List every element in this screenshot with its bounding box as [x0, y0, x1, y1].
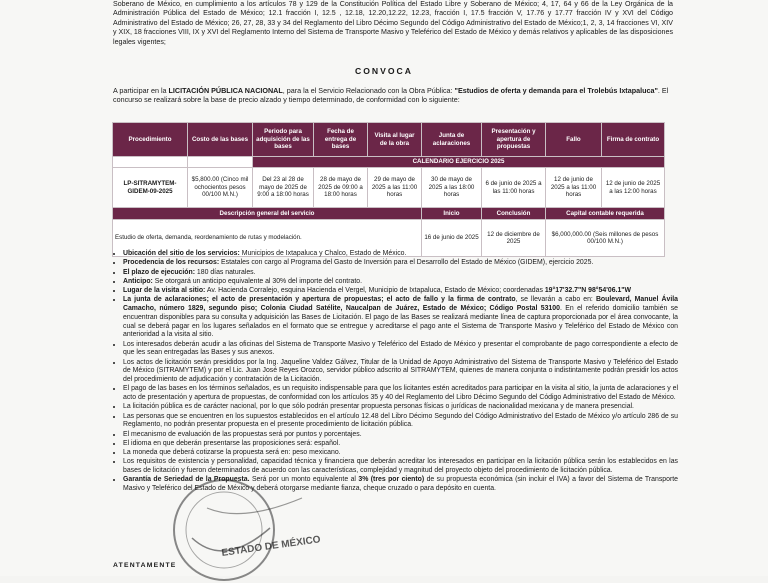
- item-text: El pago de las bases en los términos señalados, es un requisito indispensable para que los licitantes estén acreditados para participar en la visita al sitio, la junta de aclaraciones y el acto de presentación y apertura de propuestas, de conformidad con los artículos 35 y 40 del Reglamento del Libro Décimo Segundo del Código Administrativo del Estado de México.: [123, 385, 678, 401]
- closing-atentamente: ATENTAMENTE: [113, 562, 177, 569]
- table-cell: 6 de junio de 2025 a las 11:00 horas: [482, 168, 546, 208]
- table-cell: 16 de junio de 2025: [422, 220, 482, 257]
- item-text: El idioma en que deberán presentarse las proposiciones será: español.: [123, 439, 341, 447]
- conditions-list: [113, 250, 678, 494]
- header-cell: Firma de contrato: [602, 123, 665, 157]
- header-cell: Capital contable requerida: [546, 208, 665, 220]
- header-cell: Fecha de entrega de bases: [314, 123, 368, 157]
- table-cell: Del 23 al 28 de mayo de 2025 de 9:00 a 18:00 horas: [253, 168, 314, 208]
- para-bold-project: "Estudios de oferta y demanda para el Trolebús Ixtapaluca": [454, 86, 658, 95]
- item-text: Av. Hacienda Corralejo, esquina Hacienda el Vergel, Municipio de Ixtapaluca, Estado de México; coordenadas: [205, 287, 545, 295]
- header-cell: Conclusión: [482, 208, 546, 220]
- item-bold: 19°17'32.7"N 98°54'06.1"W: [544, 287, 632, 295]
- list-item: [123, 385, 678, 402]
- calendar-label: CALENDARIO EJERCICIO 2025: [253, 157, 665, 168]
- list-item: [123, 341, 678, 358]
- table-row: [113, 168, 665, 208]
- header-cell: Visita al lugar de la obra: [368, 123, 422, 157]
- item-bold: Anticipo:: [123, 277, 153, 285]
- item-text: Se otorgará un anticipo equivalente al 30% del importe del contrato.: [152, 277, 363, 285]
- table-cell: 28 de mayo de 2025 de 09:00 a 18:00 horas: [314, 168, 368, 208]
- para-text-2: , para la el Servicio Relacionado con la Obra Pública:: [282, 86, 455, 95]
- table-cell: $6,000,000.00 (Seis millones de pesos 00/100 M.N.): [546, 220, 665, 257]
- item-text: Los interesados deberán acudir a las oficinas del Sistema de Transporte Masivo y Teleférico del Estado de México y presentar el comprobante de pago correspondiente a efecto de que les sean entregadas las Bases y sus anexos.: [123, 340, 678, 357]
- item-bold: Lugar de la visita al sitio:: [123, 287, 206, 295]
- item-text: de su propuesta económica (sin incluir el IVA) a favor del Sistema de Transporte Masivo y Teleférico del Estado de México y deberá otorgarse mediante fianza, cheque cruzado o para depósito en cuenta.: [123, 476, 678, 493]
- table-cell: 12 de junio de 2025 a las 11:00 horas: [546, 168, 602, 208]
- item-text: , se llevarán a cabo en:: [515, 296, 596, 304]
- seal-text: ESTADO DE MÉXICO: [220, 534, 322, 559]
- item-bold: Ubicación del sitio de los servicios:: [123, 250, 240, 257]
- table-header-row: [113, 123, 665, 157]
- header-cell: Costo de las bases: [188, 123, 253, 157]
- list-item: [123, 458, 678, 475]
- item-text: Los requisitos de existencia y personalidad, capacidad técnica y financiera que deberán acreditar los interesados en participar en la licitación pública serán los establecidos en las bases de licitación y fueron determinados de acuerdo con las características, complejidad y magnitud del proyecto objeto del procedimiento de licitación pública.: [123, 458, 678, 475]
- list-item: [123, 250, 678, 259]
- list-item: [123, 259, 678, 268]
- list-item: [123, 359, 678, 385]
- list-item: [123, 476, 678, 493]
- table-cell: 29 de mayo de 2025 a las 11:00 horas: [368, 168, 422, 208]
- table-cell: $5,800.00 (Cinco mil ochocientos pesos 00/100 M.N.): [188, 168, 253, 208]
- item-text: La moneda que deberá cotizarse la propuesta será en: peso mexicano.: [123, 449, 341, 457]
- item-text: . En el referido domicilio también se encuentran disponibles para su consulta y adquisición las Bases de Licitación. El pago de las Bases se realizará mediante línea de captura proporcionada por el área convocante, la cual se deberá pagar en los lugares señalados en el formato que se entregue y acreditarse el pago ante el Sistema de Transporte Masivo y Teleférico del Estado de México con anterioridad a la visita al sitio.: [123, 305, 679, 339]
- list-item: [123, 431, 678, 440]
- list-item: [123, 278, 678, 287]
- header-cell: Inicio: [422, 208, 482, 220]
- item-text: 180 días naturales.: [195, 268, 256, 276]
- item-text: Los actos de licitación serán presididos por la Ing. Jaqueline Valdez Gálvez, Titular de la Unidad de Apoyo Administrativo del Sistema de Transporte Masivo y Teleférico del Estado de México (SITRAMYTEM) y por el Lic. Juan José Reyes Orozco, servidor público adscrito al SITRAMYTEM, quienes de manera conjunta o indistintamente podrán presidir los actos del procedimiento de adjudicación y contratación de la Licitación.: [123, 358, 678, 383]
- list-item: [123, 403, 678, 412]
- header-cell: Descripción general del servicio: [113, 208, 422, 220]
- convoca-heading: CONVOCA: [355, 66, 413, 76]
- item-bold: Boulevard, Manuel Ávila Camacho, número 1829, segundo piso; Colonia Ciudad Satélite, Naucalpan de Juárez, Estado de México; Código Postal 53100: [123, 296, 678, 313]
- table-cell: Estudio de oferta, demanda, reordenamiento de rutas y modelación.: [113, 220, 422, 257]
- para-bold-licitacion: LICITACIÓN PÚBLICA NACIONAL: [168, 86, 283, 95]
- item-text: Estatales con cargo al Programa del Gasto de Inversión para el Desarrollo del Estado de México (GIDEM), ejercicio 2025.: [219, 259, 594, 267]
- list-item: [123, 287, 678, 296]
- list-item: [123, 449, 678, 458]
- table-cell: 30 de mayo de 2025 a las 18:00 horas: [422, 168, 482, 208]
- item-text: Será por un monto equivalente al: [249, 476, 359, 484]
- calendar-row: [113, 157, 665, 168]
- list-item: [123, 413, 678, 430]
- table-cell: 12 de junio de 2025 a las 12:00 horas: [602, 168, 665, 208]
- item-text: Las personas que se encuentren en los supuestos establecidos en el artículo 12.48 del Libro Décimo Segundo del Código Administrativo del Estado de México y/o artículo 286 de su Reglamento, no podrán presentar propuesta en el presente procedimiento de licitación pública.: [123, 412, 678, 429]
- header-cell: Periodo para adquisición de las bases: [253, 123, 314, 157]
- para-text-1: A participar en la: [113, 86, 169, 95]
- list-item: [123, 296, 678, 340]
- header-cell: Procedimiento: [113, 123, 188, 157]
- header-cell: Junta de aclaraciones: [422, 123, 482, 157]
- item-bold: Procedencia de los recursos:: [123, 259, 220, 267]
- header-cell: Fallo: [546, 123, 602, 157]
- item-text: El mecanismo de evaluación de las propuestas será por puntos y porcentajes.: [123, 430, 362, 438]
- legal-preamble: Soberano de México, en cumplimiento a los artículos 78 y 129 de la Constitución Política del Estado Libre y Soberano de México; 4, 17, 64 y 66 de la Ley Orgánica de la Administración Pública del Estado de México; 12.1 fracción I, 12.5 , 12.18, 12.20,12.22, 12.23, fracción I, 17.5 fracción V, 17.76 y 17.77 fracción IV y XVI del Código Administrativo del Estado de México; 26, 27, 28, 33 y 34 del Reglamento del Libro Décimo Segundo del Código Administrativo del Estado de México;1, 2, 3, 14 fracciones VI, XIV y XIX, 18 fracciones VIII, IX y XVI del Reglamento Interno del Sistema de Transporte Masivo y Teleférico del Estado de México y demás relativos y aplicables de las disposiciones legales vigentes;: [113, 0, 673, 46]
- tender-table: [112, 122, 665, 257]
- table-cell: 12 de diciembre de 2025: [482, 220, 546, 257]
- header-cell: Presentación y apertura de propuestas: [482, 123, 546, 157]
- item-bold: El plazo de ejecución:: [123, 268, 195, 276]
- item-bold: La junta de aclaraciones; el acto de presentación y apertura de propuestas; el acto de fallo y la firma de contrato: [123, 296, 516, 304]
- item-text: Municipios de Ixtapaluca y Chalco, Estado de México.: [239, 250, 407, 257]
- invitation-paragraph: [113, 86, 673, 104]
- item-bold: Garantía de Seriedad de la Propuesta.: [123, 476, 250, 484]
- item-text: La licitación pública es de carácter nacional, por lo que sólo podrán presentar propuesta personas físicas o jurídicas de nacionalidad mexicana y de manera presencial.: [123, 403, 634, 411]
- para-text-3: . El concurso se realizará sobre la base de precio alzado y tiempo determinado, de conformidad con lo siguiente:: [113, 86, 669, 105]
- table-header-row-2: [113, 208, 665, 220]
- list-item: [123, 269, 678, 278]
- table-cell: LP-SITRAMYTEM-GIDEM-09-2025: [113, 168, 188, 208]
- item-bold: 3% (tres por ciento): [358, 476, 425, 484]
- list-item: [123, 440, 678, 449]
